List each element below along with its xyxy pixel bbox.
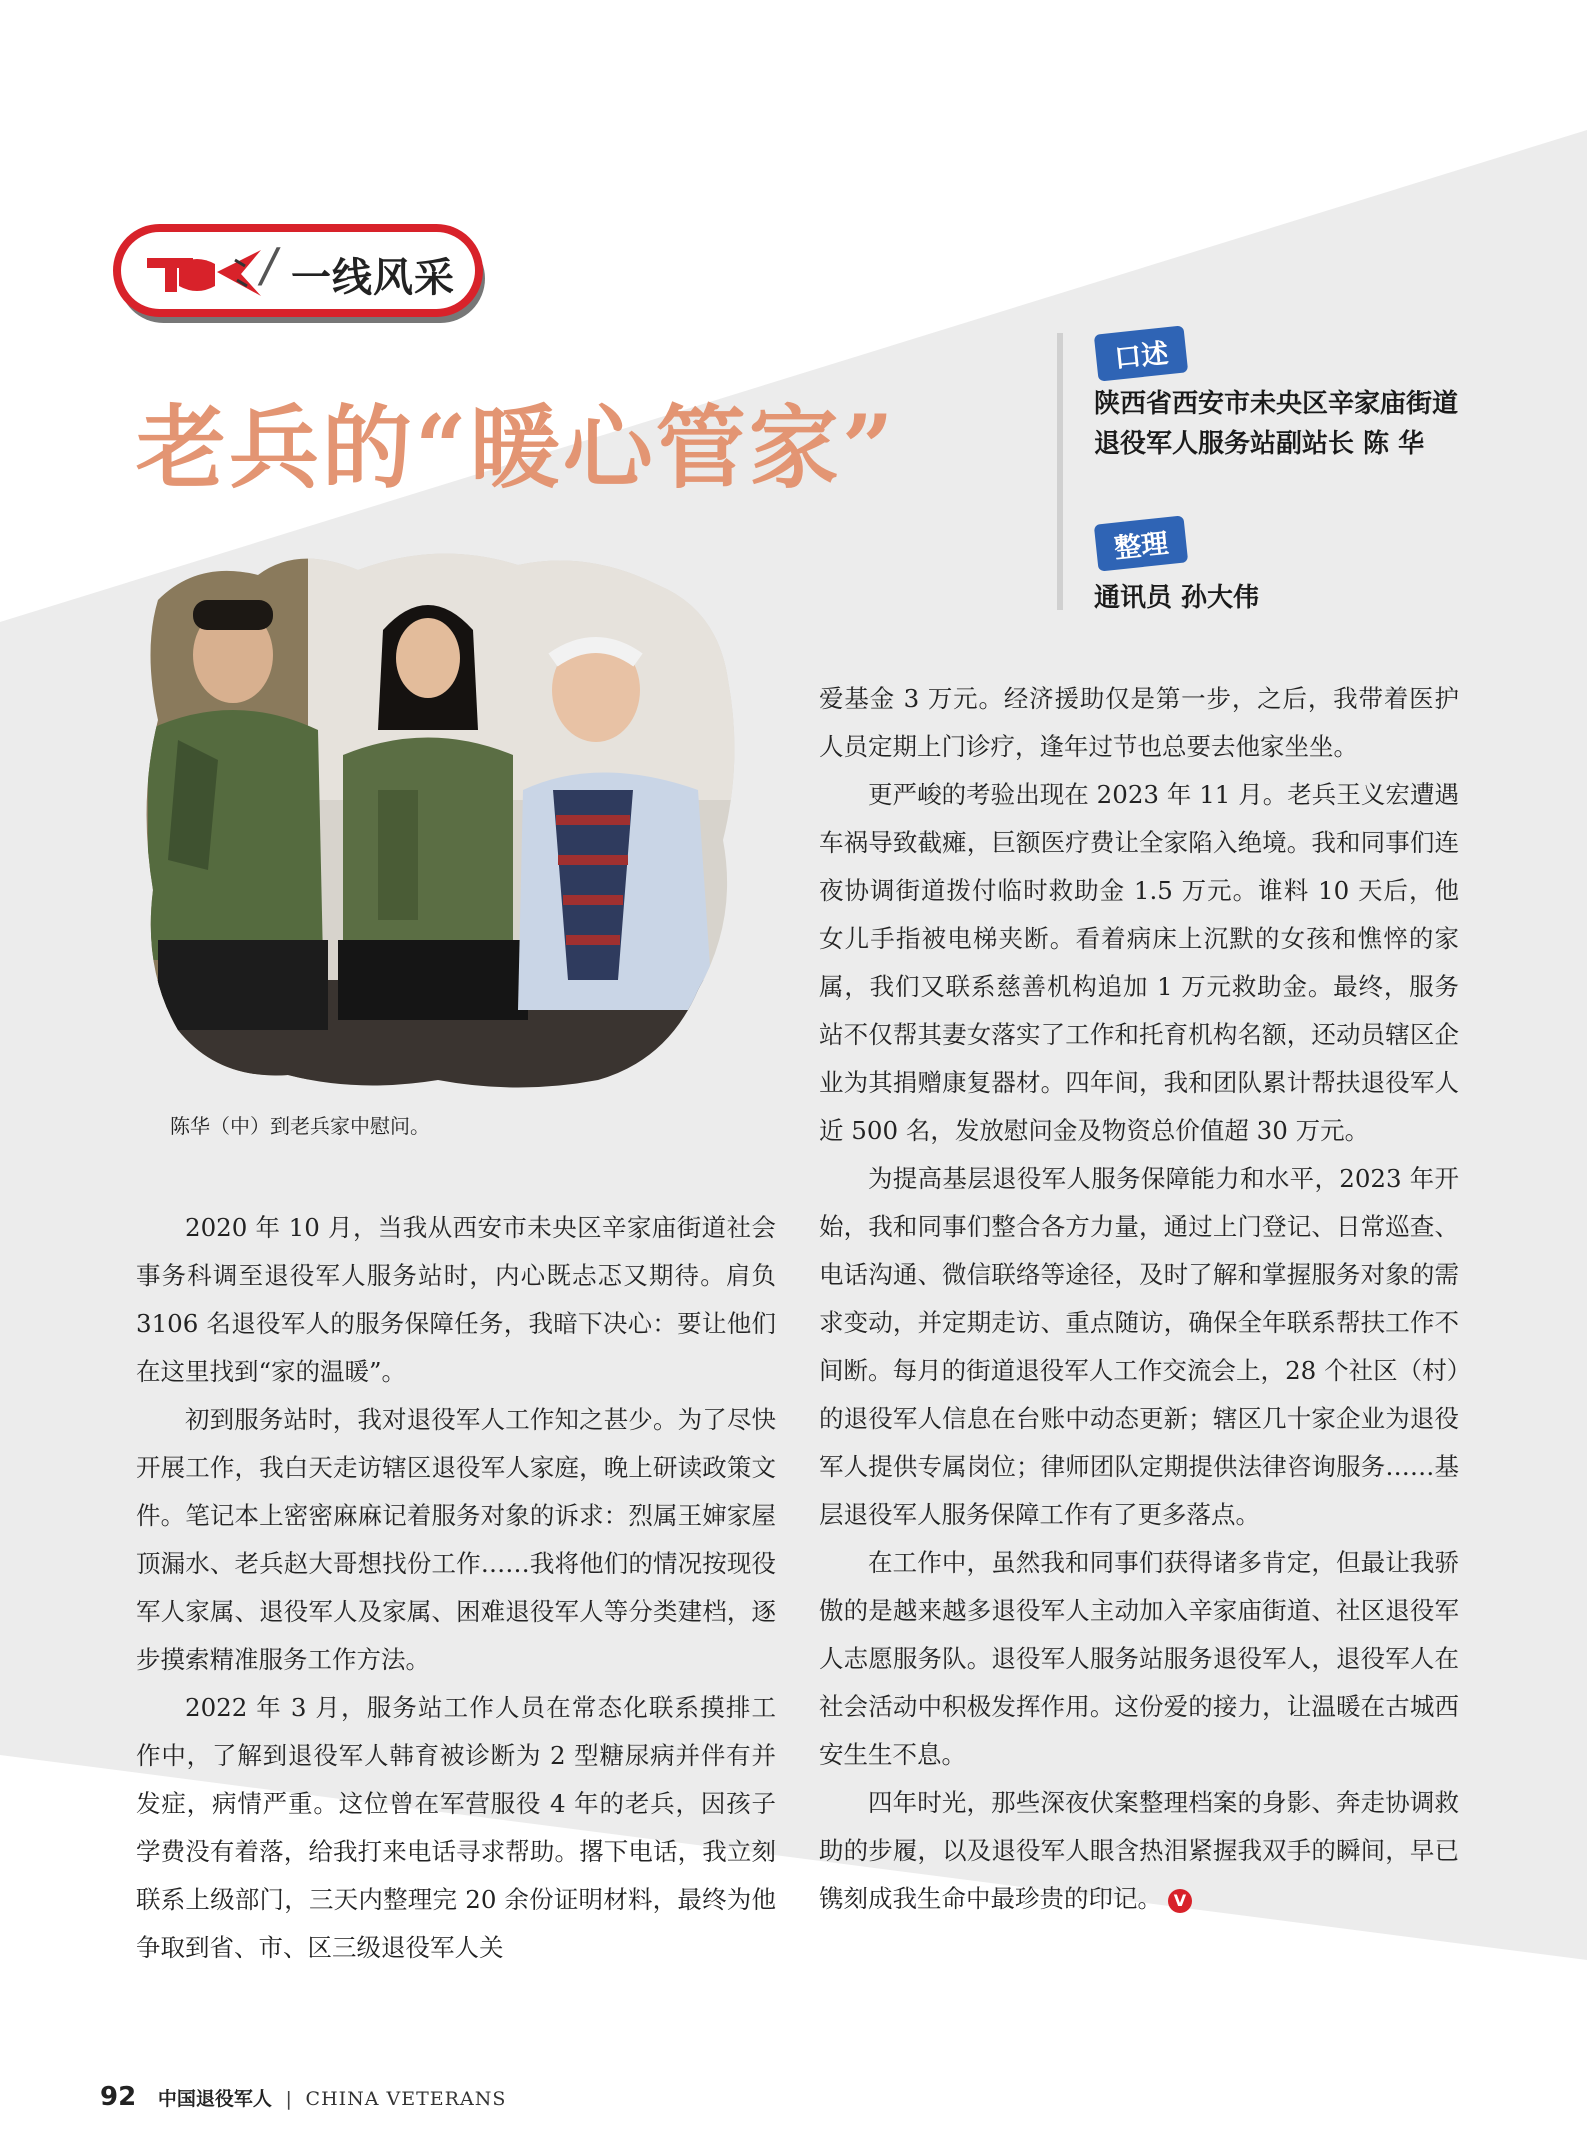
editor-line: 通讯员 孙大伟 [1094,583,1260,613]
section-label: 一线风采 [291,254,455,301]
final-paragraph-text: 四年时光，那些深夜伏案整理档案的身影、奔走协调救助的步履，以及退役军人眼含热泪紧握我双手的瞬间，早已镌刻成我生命中最珍贵的印记。 [819,1788,1459,1913]
footer-separator: | [285,2088,292,2110]
narrator-line-2: 退役军人服务站副站长 陈 华 [1094,429,1425,459]
magazine-english-name: CHINA VETERANS [305,2088,507,2110]
article-column-left [136,1204,776,1972]
editor-tag: 整理 [1094,515,1188,571]
narrator-tag: 口述 [1094,325,1188,381]
editor-credit [1094,578,1259,618]
paragraph: 2020 年 10 月，当我从西安市未央区辛家庙街道社会事务科调至退役军人服务站时，内心既忐忑又期待。肩负 3106 名退役军人的服务保障任务，我暗下决心：要让他们在这里找到“家的温暖”。 [136,1213,776,1386]
photo-three-people-icon [138,540,743,1093]
paragraph: 为提高基层退役军人服务保障能力和水平，2023 年开始，我和同事们整合各方力量，通过上门登记、日常巡查、电话沟通、微信联络等途径，及时了解和掌握服务对象的需求变动，并定期走访、重点随访，确保全年联系帮扶工作不间断。每月的街道退役军人工作交流会上，28 个社区（村）的退役军人信息在台账中动态更新；辖区几十家企业为退役军人提供专属岗位；律师团队定期提供法律咨询服务……基层退役军人服务保障工作有了更多落点。 [819,1164,1459,1529]
section-badge [113,224,483,317]
paragraph: 在工作中，虽然我和同事们获得诸多肯定，但最让我骄傲的是越来越多退役军人主动加入辛家庙街道、社区退役军人志愿服务队。退役军人服务站服务退役军人，退役军人在社会活动中积极发挥作用。这份爱的接力，让温暖在古城西安生生不息。 [819,1548,1459,1769]
page-footer [100,2082,506,2112]
article-headline: 老兵的“暖心管家” [136,395,897,501]
paragraph: 初到服务站时，我对退役军人工作知之甚少。为了尽快开展工作，我白天走访辖区退役军人家庭，晚上研读政策文件。笔记本上密密麻麻记着服务对象的诉求：烈属王婶家屋顶漏水、老兵赵大哥想找份工作……我将他们的情况按现役军人家属、退役军人及家属、困难退役军人等分类建档，逐步摸索精准服务工作方法。 [136,1405,776,1674]
end-mark-icon: V [1168,1889,1192,1913]
photo-caption: 陈华（中）到老兵家中慰问。 [170,1114,430,1138]
narrator-credit [1094,384,1458,464]
narrator-line-1: 陕西省西安市未央区辛家庙街道 [1094,389,1459,419]
paragraph-final [819,1779,1459,1923]
section-divider-slash: / [261,238,277,292]
tv-logo-icon [145,246,265,298]
page-number: 92 [100,2082,137,2112]
paragraph: 更严峻的考验出现在 2023 年 11 月。老兵王义宏遭遇车祸导致截瘫，巨额医疗费让全家陷入绝境。我和同事们连夜协调街道拨付临时救助金 1.5 万元。谁料 10 天后，他女儿手指被电梯夹断。看着病床上沉默的女孩和憔悴的家属，我们又联系慈善机构追加 1 万元救助金。最终，服务站不仅帮其妻女落实了工作和托育机构名额，还动员辖区企业为其捐赠康复器材。四年间，我和团队累计帮扶退役军人近 500 名，发放慰问金及物资总价值超 30 万元。 [819,780,1459,1145]
magazine-name: 中国退役军人 [157,2088,272,2110]
paragraph: 2022 年 3 月，服务站工作人员在常态化联系摸排工作中，了解到退役军人韩育被诊断为 2 型糖尿病并伴有并发症，病情严重。这位曾在军营服役 4 年的老兵，因孩子学费没有着落，给我打来电话寻求帮助。撂下电话，我立刻联系上级部门，三天内整理完 20 余份证明材料，最终为他争取到省、市、区三级退役军人关 [136,1693,776,1962]
article-column-right [819,675,1459,1923]
paragraph-continuation: 爱基金 3 万元。经济援助仅是第一步，之后，我带着医护人员定期上门诊疗，逢年过节也总要去他家坐坐。 [819,684,1459,761]
credit-divider-bar [1057,333,1063,610]
